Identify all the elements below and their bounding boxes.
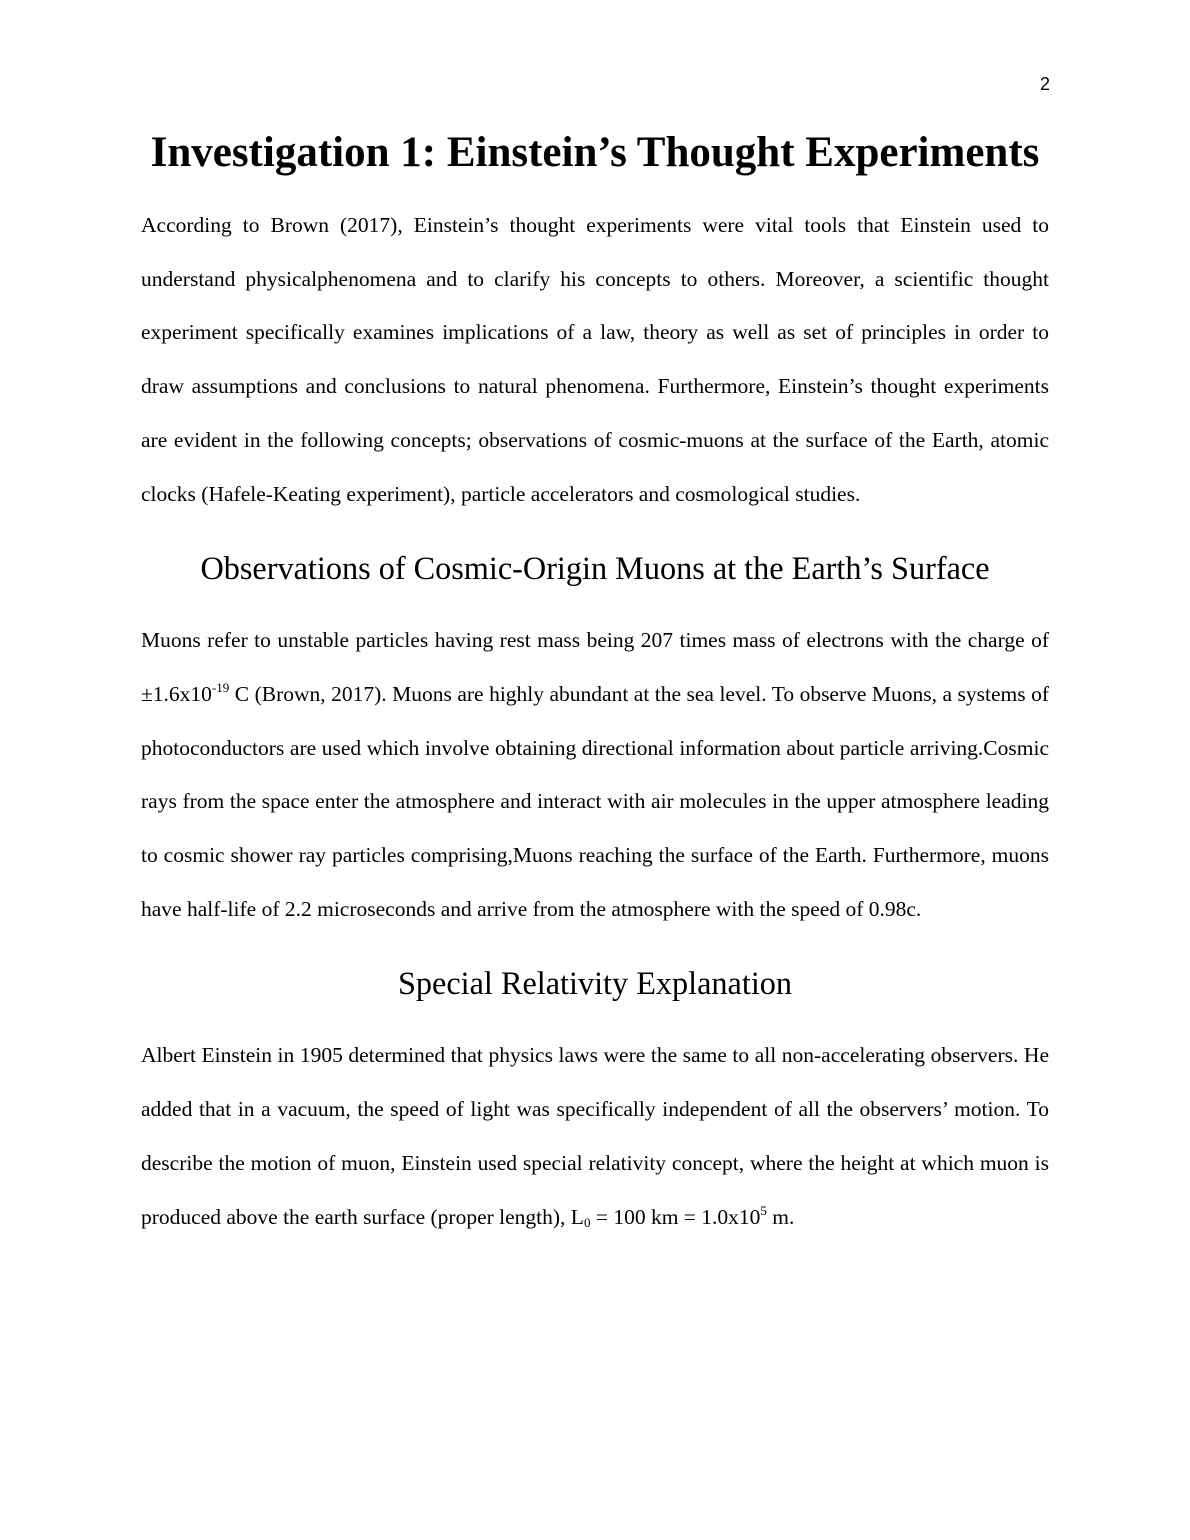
muons-text-part2: C (Brown, 2017). Muons are highly abundant at the sea level. To observe Muons, a systems of photoconductors are used which involve obtaining directional information about particle arriving.Cosmic rays from the space enter the atmosphere and interact with air molecules in the upper atmosphere leading to cosmic shower ray particles comprising,Muons reaching the surface of the Earth. Furthermore, muons have half-life of 2.2 microseconds and arrive from the atmosphere with the speed of 0.98c. xyxy=(141,681,1049,921)
proper-length-subscript: 0 xyxy=(583,1214,591,1230)
relativity-text-part3: m. xyxy=(766,1204,795,1229)
relativity-text-part1: Albert Einstein in 1905 determined that physics laws were the same to all non-accelerating observers. He added that in a vacuum, the speed of light was specifically independent of all the observers’ motion. To describe the motion of muon, Einstein used special relativity concept, where the height at which muon is produced above the earth surface (proper length), L xyxy=(141,1043,1049,1229)
distance-exponent: 5 xyxy=(760,1202,767,1218)
relativity-text-part2: = 100 km = 1.0x10 xyxy=(590,1204,761,1229)
muons-paragraph xyxy=(141,614,1049,936)
charge-exponent: -19 xyxy=(211,679,230,695)
intro-paragraph: According to Brown (2017), Einstein’s thought experiments were vital tools that Einstein used to understand physicalphenomena and to clarify his concepts to others. Moreover, a scientific thought experiment specifically examines implications of a law, theory as well as set of principles in order to draw assumptions and conclusions to natural phenomena. Furthermore, Einstein’s thought experiments are evident in the following concepts; observations of cosmic-muons at the surface of the Earth, atomic clocks (Hafele-Keating experiment), particle accelerators and cosmological studies. xyxy=(141,213,1049,506)
section-heading-muons: Observations of Cosmic-Origin Muons at the Earth’s Surface xyxy=(200,550,990,587)
document-title: Investigation 1: Einstein’s Thought Experiments xyxy=(150,129,1040,176)
section-heading-relativity: Special Relativity Explanation xyxy=(397,965,793,1002)
relativity-paragraph xyxy=(141,1029,1049,1244)
muons-text-part1: Muons refer to unstable particles having rest mass being 207 times mass of electrons with the charge of ±1.6x10 xyxy=(141,628,1049,706)
page-number: 2 xyxy=(1039,74,1050,94)
document-body xyxy=(141,126,1049,1264)
